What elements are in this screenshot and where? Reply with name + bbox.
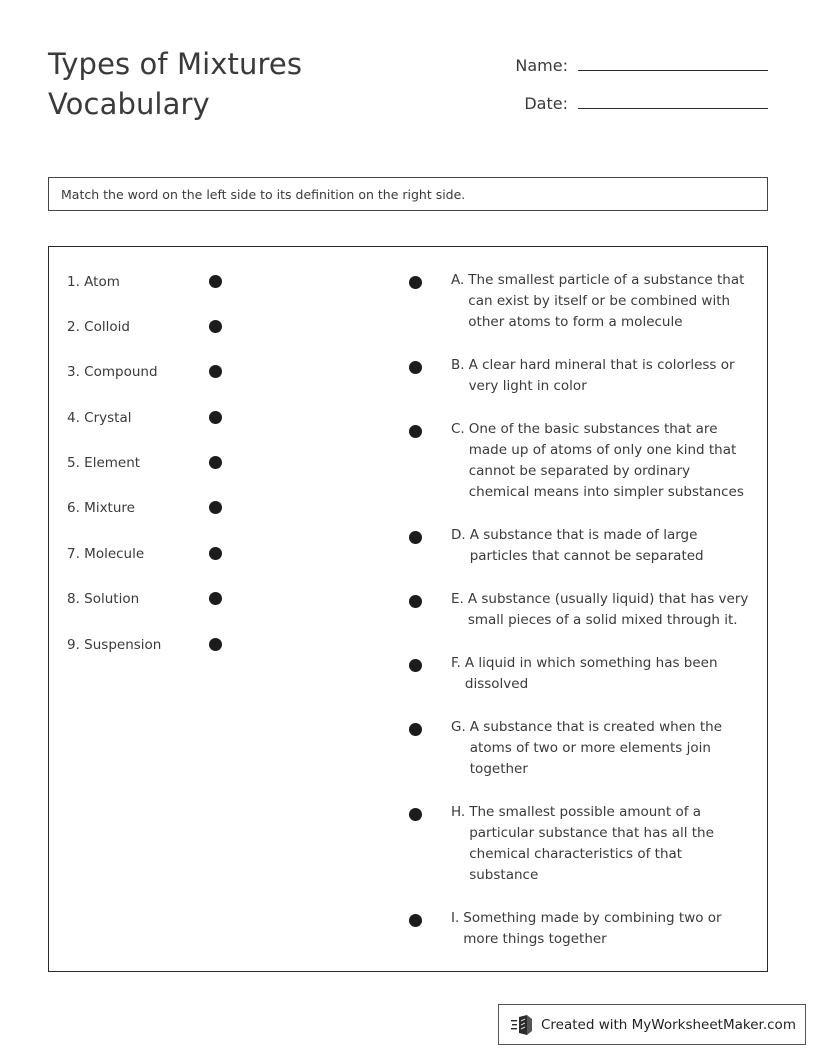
definition-item-f[interactable] <box>409 653 759 695</box>
page-title-line-1: Types of Mixtures <box>48 47 303 81</box>
definition-match-dot-e[interactable] <box>409 595 422 608</box>
word-match-dot-3[interactable] <box>209 365 222 378</box>
word-item-4[interactable] <box>67 407 367 429</box>
definition-content-d <box>451 525 751 567</box>
definition-content-a <box>451 270 751 333</box>
matching-exercise-box <box>48 246 768 972</box>
word-label-3: 3. Compound <box>67 364 158 380</box>
definition-item-a[interactable] <box>409 270 759 333</box>
created-with-badge-text: Created with MyWorksheetMaker.com <box>541 1016 796 1033</box>
page-title-line-2: Vocabulary <box>48 87 210 121</box>
definition-text-g: A substance that is created when the atoms of two or more elements join together <box>469 719 723 777</box>
word-item-9[interactable] <box>67 634 367 656</box>
definition-column <box>409 247 767 971</box>
word-item-3[interactable] <box>67 361 367 383</box>
instructions-box <box>48 177 768 211</box>
name-label: Name: <box>515 56 568 75</box>
definition-text-f: A liquid in which something has been dissolved <box>464 655 718 692</box>
definition-text-a: The smallest particle of a substance that can exist by itself or be combined with other atoms to form a molecule <box>468 272 745 330</box>
definition-item-g[interactable] <box>409 717 759 780</box>
word-match-dot-6[interactable] <box>209 501 222 514</box>
word-label-7: 7. Molecule <box>67 546 145 562</box>
definition-letter-d: D. <box>451 527 466 543</box>
page-title <box>48 44 468 124</box>
date-label: Date: <box>524 94 568 113</box>
word-match-dot-4[interactable] <box>209 411 222 424</box>
word-match-dot-1[interactable] <box>209 275 222 288</box>
definition-text-e: A substance (usually liquid) that has very small pieces of a solid mixed through it. <box>467 591 749 628</box>
definition-match-dot-c[interactable] <box>409 425 422 438</box>
definition-content-h <box>451 802 751 886</box>
definition-match-dot-f[interactable] <box>409 659 422 672</box>
word-match-dot-8[interactable] <box>209 592 222 605</box>
definition-letter-f: F. <box>451 655 461 671</box>
definition-text-h: The smallest possible amount of a particular substance that has all the chemical characteristics of that substance <box>469 804 714 883</box>
name-input-line[interactable] <box>578 50 768 71</box>
definition-item-b[interactable] <box>409 355 759 397</box>
word-label-8: 8. Solution <box>67 591 140 607</box>
definition-match-dot-i[interactable] <box>409 914 422 927</box>
worksheet-header <box>48 44 768 144</box>
definition-match-dot-d[interactable] <box>409 531 422 544</box>
definition-content-b <box>451 355 751 397</box>
definition-match-dot-h[interactable] <box>409 808 422 821</box>
word-item-5[interactable] <box>67 452 367 474</box>
name-date-fields <box>478 50 768 126</box>
word-column <box>49 247 389 971</box>
definition-content-f <box>451 653 751 695</box>
instructions-text: Match the word on the left side to its definition on the right side. <box>61 186 466 202</box>
word-match-dot-9[interactable] <box>209 638 222 651</box>
word-match-dot-7[interactable] <box>209 547 222 560</box>
definition-letter-c: C. <box>451 421 465 437</box>
date-field-row <box>478 88 768 126</box>
definition-text-i: Something made by combining two or more things together <box>463 910 722 947</box>
definition-letter-i: I. <box>451 910 460 926</box>
definition-content-c <box>451 419 751 503</box>
definition-content-g <box>451 717 751 780</box>
word-label-6: 6. Mixture <box>67 500 135 516</box>
definition-letter-g: G. <box>451 719 466 735</box>
date-input-line[interactable] <box>578 88 768 109</box>
word-item-6[interactable] <box>67 497 367 519</box>
word-item-7[interactable] <box>67 543 367 565</box>
definition-letter-b: B. <box>451 357 465 373</box>
definition-item-d[interactable] <box>409 525 759 567</box>
definition-content-i <box>451 908 751 950</box>
definition-letter-e: E. <box>451 591 464 607</box>
word-label-9: 9. Suspension <box>67 637 162 653</box>
definition-item-e[interactable] <box>409 589 759 631</box>
definition-match-dot-b[interactable] <box>409 361 422 374</box>
word-label-5: 5. Element <box>67 455 141 471</box>
definition-item-i[interactable] <box>409 908 759 950</box>
word-item-1[interactable] <box>67 271 367 293</box>
worksheet-maker-logo-icon <box>511 1015 533 1035</box>
definition-text-c: One of the basic substances that are made up of atoms of only one kind that cannot be separated by ordinary chemical means into simpler substances <box>468 421 744 500</box>
word-item-2[interactable] <box>67 316 367 338</box>
word-label-2: 2. Colloid <box>67 319 130 335</box>
definition-letter-a: A. <box>451 272 465 288</box>
word-item-8[interactable] <box>67 588 367 610</box>
definition-item-h[interactable] <box>409 802 759 886</box>
word-match-dot-2[interactable] <box>209 320 222 333</box>
definition-item-c[interactable] <box>409 419 759 503</box>
definition-match-dot-a[interactable] <box>409 276 422 289</box>
definition-text-b: A clear hard mineral that is colorless or very light in color <box>468 357 735 394</box>
word-label-1: 1. Atom <box>67 274 120 290</box>
definition-text-d: A substance that is made of large particles that cannot be separated <box>469 527 704 564</box>
name-field-row <box>478 50 768 88</box>
definition-letter-h: H. <box>451 804 466 820</box>
word-match-dot-5[interactable] <box>209 456 222 469</box>
created-with-badge[interactable] <box>498 1004 806 1045</box>
word-label-4: 4. Crystal <box>67 410 132 426</box>
definition-match-dot-g[interactable] <box>409 723 422 736</box>
definition-content-e <box>451 589 751 631</box>
